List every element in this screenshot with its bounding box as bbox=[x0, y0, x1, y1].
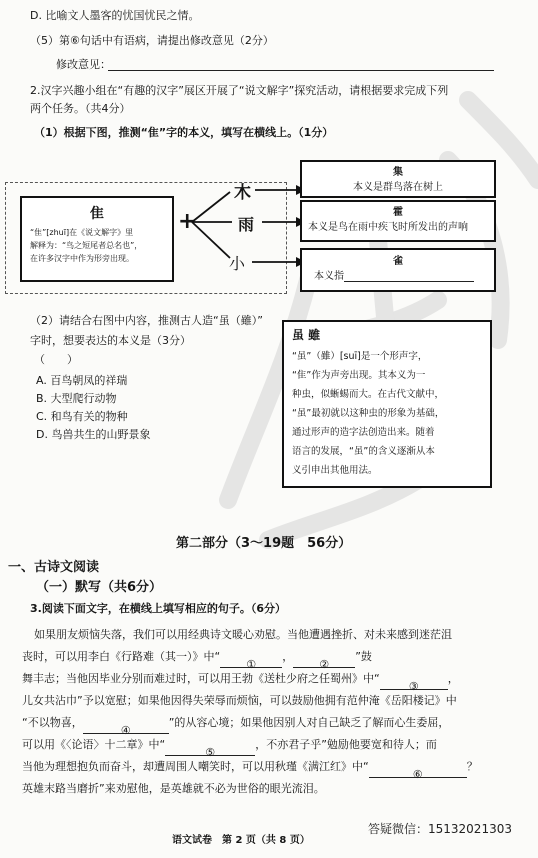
question-2-intro-line1: 2.汉字兴趣小组在“有趣的汉字”展区开展了“说文解字”探究活动，请根据要求完成下列 bbox=[30, 84, 449, 97]
result-1-char: 集 bbox=[393, 167, 403, 178]
contact-text: 答疑微信：15132021303 bbox=[368, 822, 512, 836]
main-desc-1: “隹”[zhuī]在《说文解字》里 bbox=[30, 228, 134, 237]
passage-line: “不以物喜， ④ ”的从容心境；如果他因别人对自己缺乏了解而心生委屈， bbox=[22, 716, 450, 737]
task-2-line2: 字时，想要表达的本义是（3分） bbox=[30, 334, 191, 347]
subsection-1-title: （一）默写（共6分） bbox=[36, 580, 163, 595]
question-5-text: （5）第⑥句话中有语病，请提出修改意见（2分） bbox=[30, 34, 274, 47]
blank-5[interactable]: ⑤ bbox=[165, 743, 255, 756]
result-box-2 bbox=[300, 200, 496, 242]
section-1-title: 一、古诗文阅读 bbox=[8, 560, 100, 575]
result-2-char: 霍 bbox=[393, 207, 403, 218]
main-char: 隹 bbox=[90, 206, 104, 222]
explanation-line: 种虫，似蜥蜴而大。在古代文献中， bbox=[292, 389, 445, 400]
explanation-box bbox=[282, 320, 492, 488]
task-2-line1: （2）请结合右图中内容，推测古人造“虽（雖）” bbox=[30, 314, 263, 327]
blank-2[interactable]: ② bbox=[293, 655, 355, 668]
plus-sign: + bbox=[178, 209, 197, 234]
option-a: A. 百鸟朝凤的祥瑞 bbox=[36, 374, 128, 387]
answer-paren[interactable]: （ ） bbox=[34, 353, 78, 366]
explanation-line: “虽”最初就以这种虫的形象为基础， bbox=[292, 408, 445, 419]
result-1-text: 本义是群鸟落在树上 bbox=[353, 182, 443, 193]
passage-line: 丧时，可以用李白《行路难（其一）》中“ ① ， ② ”鼓 bbox=[22, 650, 372, 671]
option-d: D. 鸟兽共生的山野景象 bbox=[36, 428, 151, 441]
page-number: 语文试卷 第 2 页（共 8 页） bbox=[172, 835, 310, 846]
question-3-text: 3.阅读下面文字，在横线上填写相应的句子。（6分） bbox=[30, 602, 286, 615]
result-2-text: 本义是鸟在雨中疾飞时所发出的声响 bbox=[308, 222, 468, 233]
result-box-1 bbox=[300, 160, 496, 198]
blank-1[interactable]: ① bbox=[220, 655, 282, 668]
passage-line: 可以用《〈论语〉十二章》中“ ⑤ ，不亦君子乎”勉励他要宽和待人；而 bbox=[22, 738, 437, 759]
result-box-3 bbox=[300, 248, 496, 292]
explanation-header: 虽 雖 bbox=[292, 328, 321, 342]
fix-label: 修改意见： bbox=[56, 58, 111, 71]
result-3-char: 雀 bbox=[393, 256, 403, 267]
component-rain: 雨 bbox=[238, 215, 255, 234]
task-1-text: （1）根据下图，推测“隹”字的本义，填写在横线上。（1分） bbox=[34, 126, 334, 139]
option-c: C. 和鸟有关的物种 bbox=[36, 410, 128, 423]
main-char-box bbox=[20, 196, 174, 282]
blank-4[interactable]: ④ bbox=[83, 721, 169, 734]
component-wood: 木 bbox=[234, 183, 251, 203]
passage-line: 英雄末路当磨折”来劝慰他，是英雄就不必为世俗的眼光流泪。 bbox=[22, 782, 325, 795]
main-desc-3: 在许多汉字中作为形旁出现。 bbox=[30, 254, 134, 263]
option-b: B. 大型爬行动物 bbox=[36, 392, 117, 405]
blank-6[interactable]: ⑥ bbox=[369, 765, 467, 778]
result-3-blank[interactable] bbox=[344, 271, 474, 282]
passage-line: 当他为理想抱负而奋斗，却遭周围人嘲笑时，可以用秋瑾《满江红》中“ ⑥ ？ bbox=[22, 760, 478, 781]
explanation-line: 语言的发展，“虽”的含义逐渐从本 bbox=[292, 446, 435, 457]
question-2-intro-line2: 两个任务。（共4分） bbox=[30, 102, 131, 115]
result-3-text: 本义指 bbox=[314, 271, 344, 282]
explanation-line: 义引申出其他用法。 bbox=[292, 465, 378, 476]
passage-line: 舞丰志；当他因毕业分别而难过时，可以用王勃《送杜少府之任蜀州》中“ ③ ， bbox=[22, 672, 459, 693]
option-d-text: D. 比喻文人墨客的忧国忧民之情。 bbox=[30, 9, 200, 22]
passage-line: 儿女共沾巾”予以宽慰；如果他因得失荣辱而烦恼，可以鼓励他拥有范仲淹《岳阳楼记》中 bbox=[22, 694, 457, 707]
fix-answer-line[interactable] bbox=[108, 70, 494, 71]
explanation-line: “隹”作为声旁出现。其本义为一 bbox=[292, 370, 426, 381]
main-desc-2: 解释为：“鸟之短尾者总名也”， bbox=[30, 241, 143, 250]
explanation-line: “虽”（雖）[suī]是一个形声字， bbox=[292, 351, 428, 362]
component-small: 小 bbox=[229, 254, 246, 273]
blank-3[interactable]: ③ bbox=[380, 677, 448, 690]
passage-line: 如果朋友烦恼失落，我们可以用经典诗文暖心劝慰。当他遭遇挫折、对未来感到迷茫沮 bbox=[34, 628, 452, 641]
explanation-line: 通过形声的造字法创造出来。随着 bbox=[292, 427, 435, 438]
part-2-title: 第二部分（3～19题 56分） bbox=[176, 536, 352, 551]
